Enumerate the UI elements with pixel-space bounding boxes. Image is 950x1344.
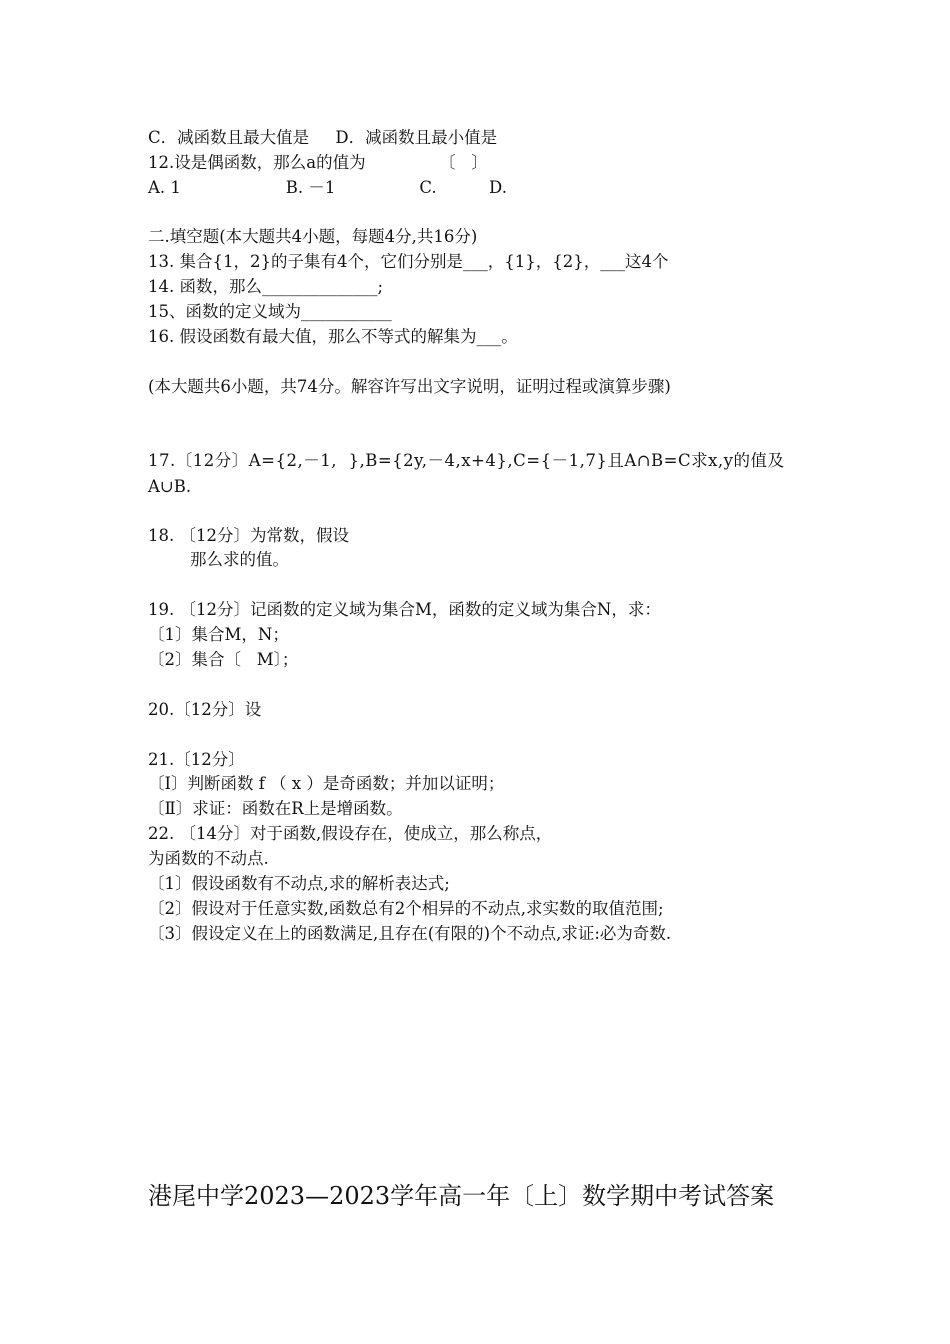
question-22-part1: 〔1〕假设函数有不动点,求的解析表达式; xyxy=(148,874,450,893)
section-solve-heading: (本大题共6小题，共74分。解容许写出文字说明，证明过程或演算步骤) xyxy=(148,377,671,396)
question-13: 13. 集合{1，2}的子集有4个，它们分别是___，{1}，{2}，___这4个 xyxy=(148,252,669,271)
question-22-part2: 〔2〕假设对于任意实数,函数总有2个相异的不动点,求实数的取值范围; xyxy=(148,899,664,918)
question-16: 16. 假设函数有最大值，那么不等式的解集为___。 xyxy=(148,327,518,346)
option-line-cd: C．减函数且最大值是 D．减函数且最小值是 xyxy=(148,128,498,147)
question-18-cont: 那么求的值。 xyxy=(148,550,289,569)
question-18: 18. 〔12分〕为常数，假设 xyxy=(148,526,349,545)
question-17: 17.〔12分〕A={2,－1, },B={2y,－4,x+4},C={－1,7}且A∩B=C求x,y的值及 xyxy=(148,451,785,470)
question-22-cont: 为函数的不动点. xyxy=(148,849,269,868)
question-12: 12.设是偶函数，那么a的值为 〔 〕 xyxy=(148,153,488,172)
question-19-part2: 〔2〕集合〔 M〕； xyxy=(148,650,299,669)
question-22: 22. 〔14分〕对于函数,假设存在，使成立，那么称点， xyxy=(148,824,553,843)
question-21-part2: 〔Ⅱ〕求证：函数在R上是增函数。 xyxy=(148,799,403,818)
question-20: 20.〔12分〕设 xyxy=(148,700,262,719)
question-22-part3: 〔3〕假设定义在上的函数满足,且存在(有限的)个不动点,求证:必为奇数. xyxy=(148,924,672,943)
section-fill-in-heading: 二.填空题(本大题共4小题，每题4分,共16分) xyxy=(148,227,478,246)
question-12-options: A. 1 B. －1 C. D. xyxy=(148,178,507,197)
question-21: 21.〔12分〕 xyxy=(148,750,245,769)
question-17-cont: A∪B. xyxy=(148,477,192,496)
question-19-part1: 〔1〕集合M，N； xyxy=(148,625,289,644)
question-15: 15、函数的定义域为___________ xyxy=(148,302,392,321)
question-19: 19. 〔12分〕记函数的定义域为集合M，函数的定义域为集合N，求： xyxy=(148,600,661,619)
question-21-part1: 〔Ⅰ〕判断函数 f （ x ）是奇函数；并加以证明； xyxy=(148,774,505,793)
question-14: 14. 函数，那么______________; xyxy=(148,277,384,296)
answer-key-title: 港尾中学2023—2023学年高一年〔上〕数学期中考试答案 xyxy=(148,1182,775,1210)
